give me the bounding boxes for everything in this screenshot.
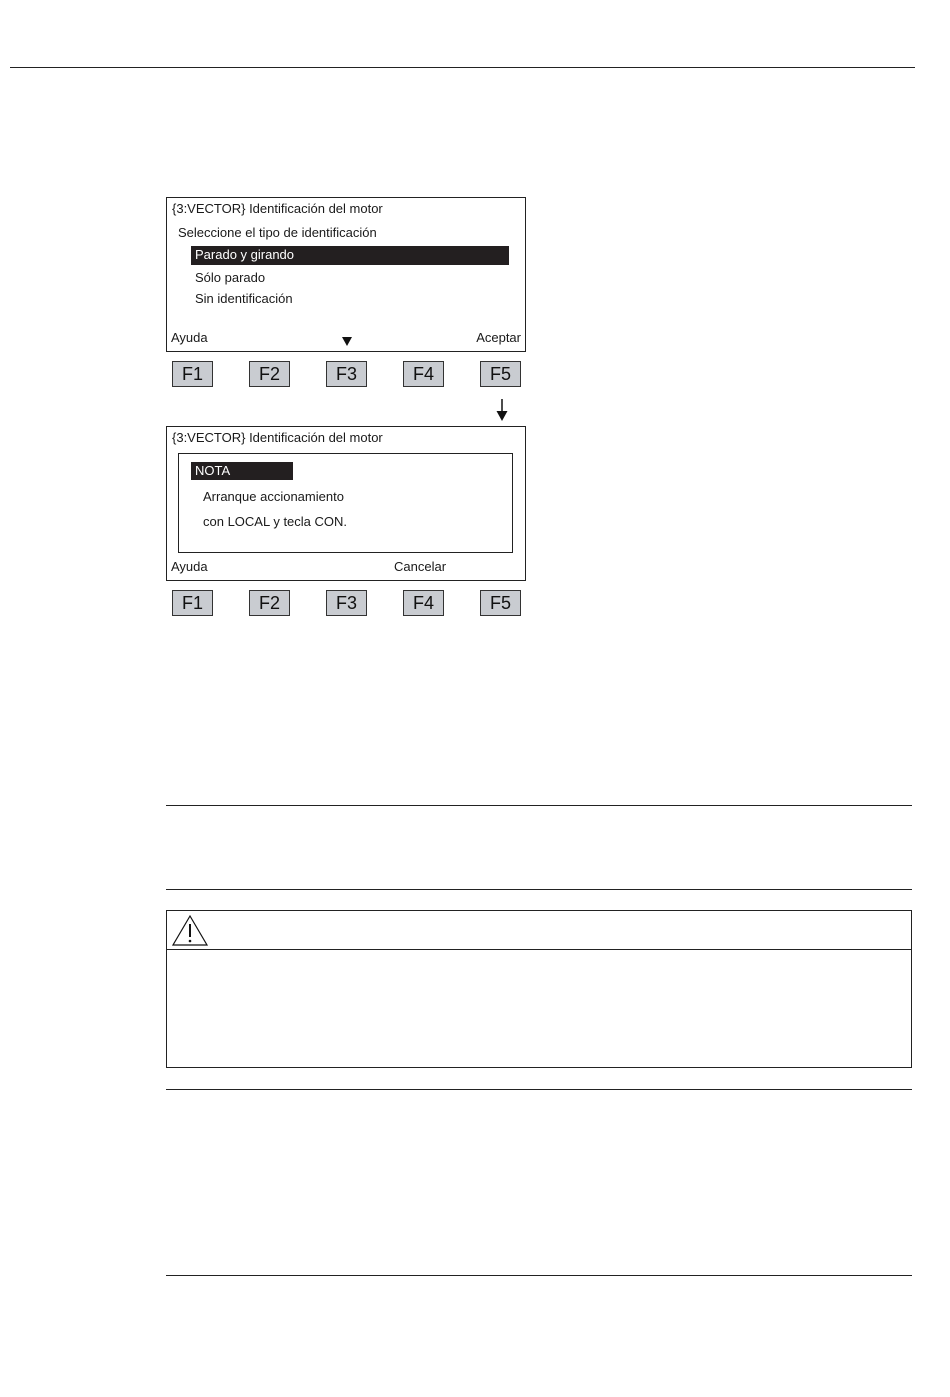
down-arrow-icon bbox=[495, 399, 509, 423]
warning-divider bbox=[167, 949, 911, 950]
option-item[interactable]: Sin identificación bbox=[195, 291, 293, 306]
note-line: Arranque accionamiento bbox=[203, 489, 344, 504]
option-selected[interactable]: Parado y girando bbox=[191, 246, 509, 265]
footer-rule bbox=[166, 1275, 912, 1276]
note-title: NOTA bbox=[191, 462, 293, 480]
screen-prompt: Seleccione el tipo de identificación bbox=[178, 225, 377, 240]
function-keys-row bbox=[166, 361, 526, 389]
warning-box bbox=[166, 910, 912, 1068]
f4-key[interactable]: F4 bbox=[403, 590, 444, 616]
f1-key[interactable]: F1 bbox=[172, 361, 213, 387]
panel-screen-identification bbox=[166, 197, 526, 352]
note-line: con LOCAL y tecla CON. bbox=[203, 514, 348, 529]
note-dialog bbox=[178, 453, 513, 553]
f5-key[interactable]: F5 bbox=[480, 590, 521, 616]
f4-key[interactable]: F4 bbox=[403, 361, 444, 387]
panel-screen-note bbox=[166, 426, 526, 581]
section-rule bbox=[166, 1089, 912, 1090]
f3-key[interactable]: F3 bbox=[326, 361, 367, 387]
f1-key[interactable]: F1 bbox=[172, 590, 213, 616]
softkey-label-cancel: Cancelar bbox=[394, 559, 447, 574]
screen-header: {3:VECTOR} Identificación del motor bbox=[172, 201, 383, 216]
down-triangle-icon bbox=[342, 337, 352, 346]
function-keys-row bbox=[166, 590, 526, 618]
f2-key[interactable]: F2 bbox=[249, 590, 290, 616]
option-item[interactable]: Sólo parado bbox=[195, 270, 266, 285]
f5-key[interactable]: F5 bbox=[480, 361, 521, 387]
header-rule bbox=[10, 67, 915, 68]
softkey-label-accept: Aceptar bbox=[476, 330, 521, 345]
warning-triangle-icon bbox=[171, 914, 209, 947]
screen-header: {3:VECTOR} Identificación del motor bbox=[172, 430, 383, 445]
softkey-label-help: Ayuda bbox=[171, 559, 208, 574]
f3-key[interactable]: F3 bbox=[326, 590, 367, 616]
softkey-label-help: Ayuda bbox=[171, 330, 208, 345]
section-rule bbox=[166, 805, 912, 806]
section-rule bbox=[166, 889, 912, 890]
f2-key[interactable]: F2 bbox=[249, 361, 290, 387]
